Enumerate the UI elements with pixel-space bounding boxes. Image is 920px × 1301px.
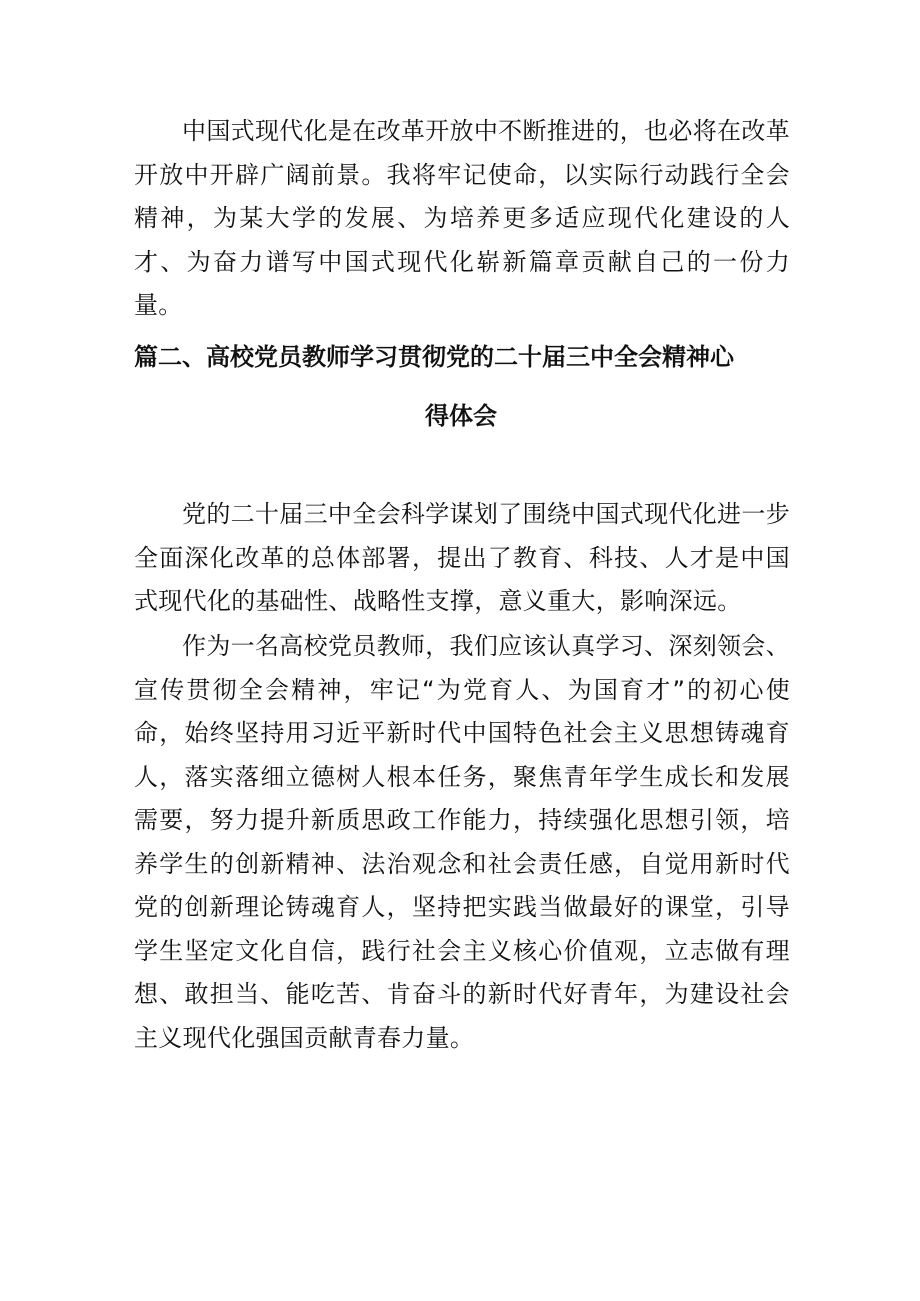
body-paragraph-3: 作为一名高校党员教师，我们应该认真学习、深刻领会、宣传贯彻全会精神，牢记“为党育人、为国育才”的初心使命，始终坚持用习近平新时代中国特色社会主义思想铸魂育人，落实落细立德树人根本任务，聚焦青年学生成长和发展需要，努力提升新质思政工作能力，持续强化思想引领，培养学生的创新精神、法治观念和社会责任感，自觉用新时代党的创新理论铸魂育人，坚持把实践当做最好的课堂，引导学生坚定文化自信，践行社会主义核心价值观，立志做有理想、敢担当、能吃苦、肯奋斗的新时代好青年，为建设社会主义现代化强国贡献青春力量。 (134, 632, 790, 1052)
section-heading-line-1: 篇二、高校党员教师学习贯彻党的二十届三中全会精神心 (134, 343, 734, 371)
body-paragraph-1: 中国式现代化是在改革开放中不断推进的，也必将在改革开放中开辟广阔前景。我将牢记使命，以实际行动践行全会精神，为某大学的发展、为培养更多适应现代化建设的人才、为奋力谱写中国式现代化崭新篇章贡献自己的一份力量。 (134, 117, 790, 319)
section-heading-line-2: 得体会 (425, 402, 497, 430)
body-paragraph-2: 党的二十届三中全会科学谋划了围绕中国式现代化进一步全面深化改革的总体部署，提出了教育、科技、人才是中国式现代化的基础性、战略性支撑，意义重大，影响深远。 (134, 500, 790, 615)
